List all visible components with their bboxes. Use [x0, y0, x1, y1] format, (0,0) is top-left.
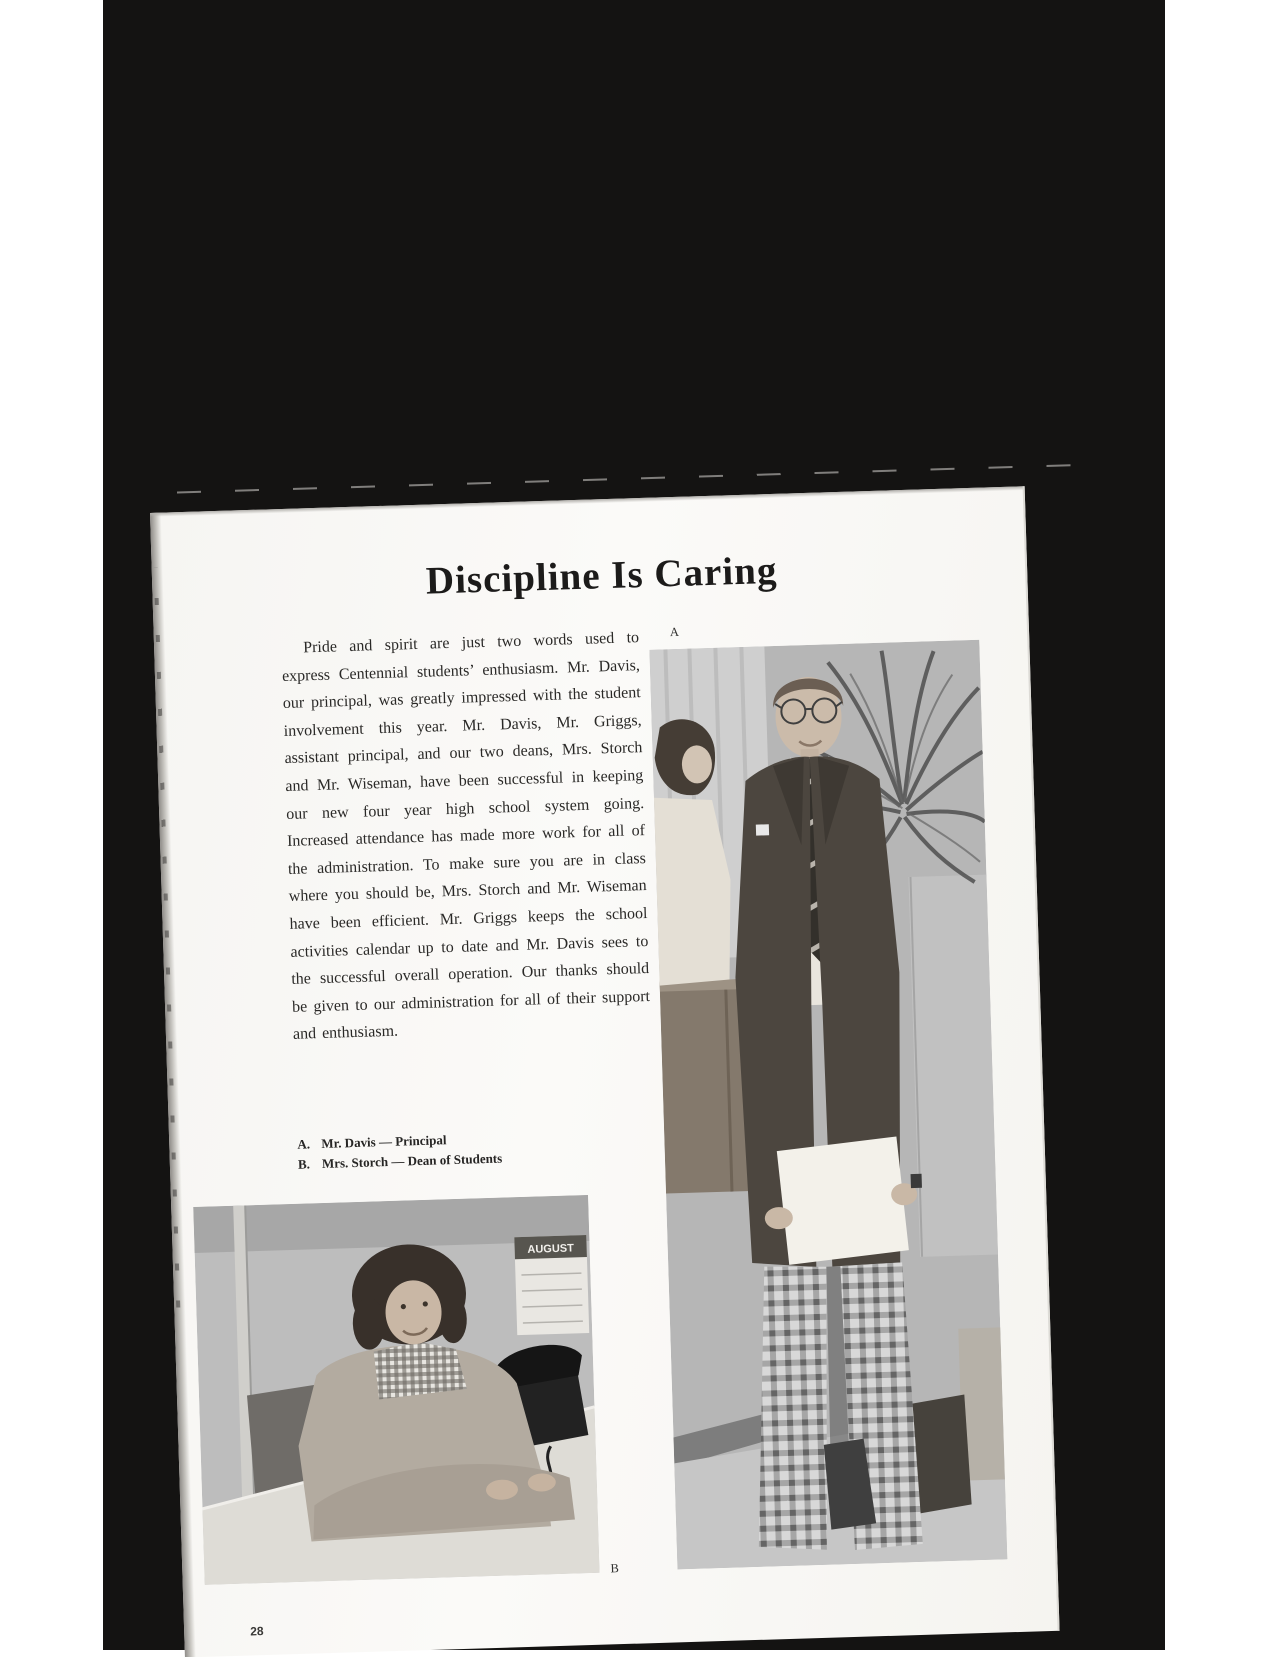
yearbook-page — [150, 486, 1060, 1657]
page-right-edge — [1023, 486, 1060, 1631]
page-number: 28 — [250, 1624, 264, 1638]
scan-background — [103, 0, 1165, 1650]
photo-label-b: B — [610, 1561, 619, 1576]
page-top-edge — [150, 486, 1025, 517]
door-panel — [908, 875, 998, 1257]
caption-list — [297, 1129, 502, 1175]
photo-label-a: A — [670, 625, 679, 640]
caption-text: Mrs. Storch — Dean of Students — [322, 1149, 503, 1174]
binding-marks — [154, 568, 182, 1338]
caption-letter: B. — [298, 1154, 323, 1175]
caption-text: Mr. Davis — Principal — [321, 1130, 447, 1154]
calendar-poster — [514, 1235, 589, 1335]
paper — [776, 1136, 909, 1265]
caption-letter: A. — [297, 1134, 322, 1155]
body-paragraph: Pride and spirit are just two words used to express Centennial students’ enthusiasm. Mr. Davis, our principal, was greatly impressed with the student involvement this year. Mr. Davis, Mr. Griggs, assistant principal, and our two deans, Mrs. Storch and Mr. Wiseman, have been successful in keeping our new four year high school system going. Increased attendance has made more work for all of the administration. To make sure you are in class where you should be, Mrs. Storch and Mr. Wiseman have been efficient. Mr. Griggs keeps the school activities calendar up to date and Mr. Davis sees to the successful overall operation. Our thanks should be given to our administration for all of their support and enthusiasm. — [281, 624, 651, 1049]
calendar-title: AUGUST — [527, 1242, 574, 1255]
page-title: Discipline Is Caring — [152, 540, 1028, 612]
photo-mr-davis — [649, 640, 1007, 1570]
photo-mrs-storch — [193, 1195, 599, 1585]
